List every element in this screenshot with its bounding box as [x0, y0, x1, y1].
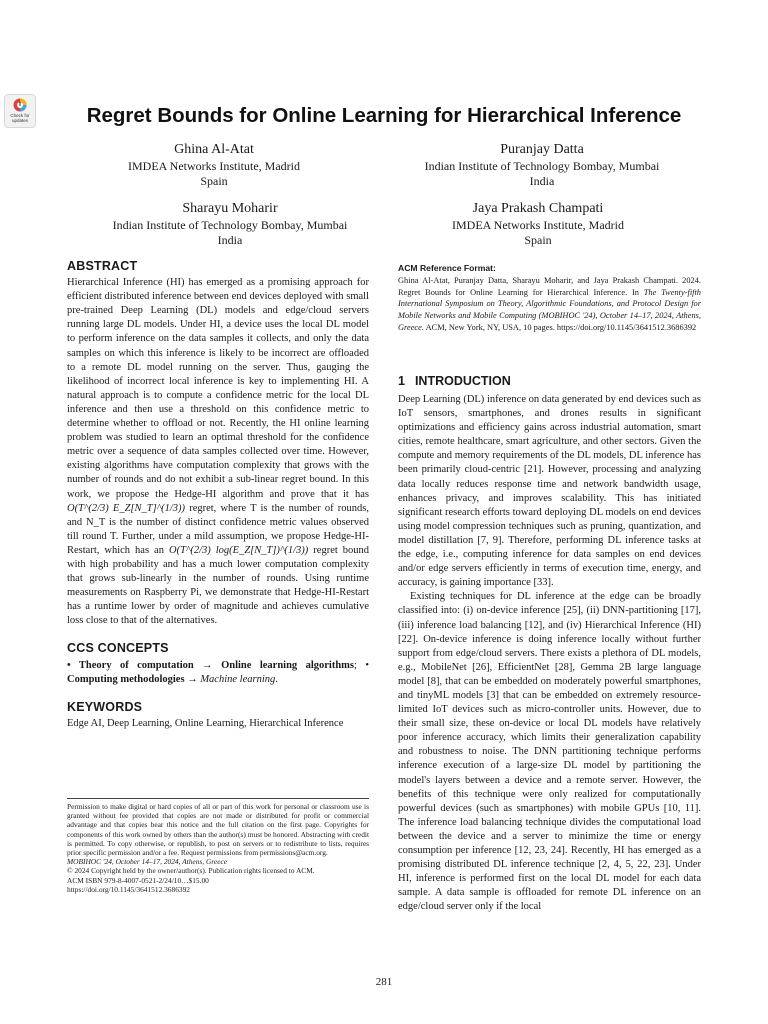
introduction-heading: [398, 374, 511, 388]
author-block-4: [408, 200, 668, 248]
abstract-heading: ABSTRACT: [67, 259, 138, 273]
author-country: India: [217, 233, 243, 247]
abstract-text: [67, 276, 369, 628]
crossmark-icon: [13, 98, 27, 112]
keywords-text: Edge AI, Deep Learning, Online Learning, Hierarchical Inference: [67, 717, 344, 729]
ccs-computing: Computing methodologies: [67, 673, 185, 685]
abstract-part-1: Hierarchical Inference (HI) has emerged as a promising approach for efficient distributed inference between end devices deployed with small pre-trained Deep Learning (DL) models and edge/cloud servers running large DL models. Under HI, a device uses the local DL model to perform inference on the data samples it collects, and only the data samples on which this inference is likely to be incorrect are offloaded to a remote DL model running on the server. Thus, gauging the likelihood of incorrect local inference is key to implementing HI. A natural approach is to compute a confidence metric for the local DL inference and then use a threshold on this confidence metric to determine whether to offload or not. Recently, the HI online learning problem was studied to learn an optimal threshold for the confidence metric over a sequence of data samples collected over time. However, existing algorithms have computation complexity that grows with the number of rounds and do not exhibit a sub-linear regret bound. In this work, we propose the Hedge-HI algorithm and prove that it has: [67, 277, 369, 500]
regret-formula-1: O(T^(2/3) E_Z[N_T]^(1/3)): [67, 502, 186, 514]
keywords-heading: KEYWORDS: [67, 699, 143, 714]
acm-reference-heading: ACM Reference Format:: [398, 263, 496, 273]
regret-formula-2: O(T^(2/3) log(E_Z[N_T])^(1/3)): [168, 544, 309, 556]
badge-label: Check for updates: [10, 113, 30, 123]
intro-paragraph-1: Deep Learning (DL) inference on data generated by end devices such as IoT sensors, smartphones, and drones results in significant optimizations and efficiency gains across industrial automation, smart cities, remote healthcare, smart agriculture, and other sectors. Given the compute and memory requirements of the DL models, DL inference has been primarily cloud-centric [21]. However, processing and analyzing data locally reduces response time and network bandwidth usage, enhances privacy, and improves scalability. This has initiated significant research efforts toward deploying DL models on end devices using model compression techniques such as pruning, quantization, and model distillation [7, 9]. Therefore, performing DL inference tasks at the edge, i.e., computing inference for data samples on end devices and/or edge servers efficiently in terms of execution time, energy, and accuracy, is gaining importance [33].: [398, 394, 701, 589]
paper-title: Regret Bounds for Online Learning for Hierarchical Inference: [86, 104, 682, 127]
author-name: Puranjay Datta: [500, 142, 584, 157]
author-country: Spain: [524, 233, 552, 247]
doi-link[interactable]: https://doi.org/10.1145/3641512.3686392: [67, 884, 190, 894]
author-block-1: [84, 141, 344, 189]
section-title: INTRODUCTION: [414, 374, 511, 388]
author-country: Spain: [200, 174, 228, 188]
author-affiliation: IMDEA Networks Institute, Madrid: [128, 159, 300, 173]
left-column: [67, 259, 369, 731]
ccs-online-learning: Online learning algorithms: [221, 659, 354, 671]
copyright-line: © 2024 Copyright held by the owner/author(s). Publication rights licensed to ACM.: [67, 866, 315, 876]
abstract-part-3: regret bound with high probability and has a much lower computation complexity that grows sub-linearly in the number of rounds. Using runtime measurements on Raspberry Pi, we demonstrate that Hedge-HI-Restart has a runtime lower by order of magnitude and achieves cumulative loss close to that of the alternatives.: [67, 544, 370, 627]
acm-reference-doi[interactable]: ACM, New York, NY, USA, 10 pages. https://doi.org/10.1145/3641512.3686392: [423, 322, 697, 332]
acm-reference-venue: The Twenty-fifth International Symposium on Theory, Algorithmic Foundations, and Protocol Design for Mobile Networks and Mobile Computing (MOBIHOC '24), October 14–17, 2024, Athens, Greece.: [398, 287, 701, 332]
arrow-icon: →: [202, 659, 213, 671]
author-name: Sharayu Moharir: [182, 201, 278, 216]
author-country: India: [529, 174, 555, 188]
check-for-updates-badge[interactable]: [4, 94, 36, 128]
abstract-part-2: regret, where T is the number of rounds, and N_T is the number of distinct confidence metric values observed till round T. Further, under a mild assumption, we propose Hedge-HI-Restart, which has an: [67, 502, 369, 556]
right-column: [398, 393, 701, 914]
author-affiliation: Indian Institute of Technology Bombay, Mumbai: [424, 159, 660, 173]
author-affiliation: Indian Institute of Technology Bombay, Mumbai: [112, 218, 348, 232]
isbn-line: ACM ISBN 979-8-4007-0521-2/24/10…$15.00: [67, 875, 209, 885]
ccs-period: .: [275, 673, 278, 685]
copyright-footnote: [67, 798, 369, 894]
acm-reference-format: [398, 263, 701, 334]
acm-reference-authors: Ghina Al-Atat, Puranjay Datta, Sharayu Moharir, and Jaya Prakash Champati. 2024. Regret Bounds for Online Learning for Hierarchical Inference. In: [398, 275, 701, 297]
author-name: Jaya Prakash Champati: [472, 201, 604, 216]
ccs-theory: • Theory of computation: [67, 659, 194, 671]
intro-paragraph-2: Existing techniques for DL inference at the edge can be broadly classified into: (i) on-device inference [25], (ii) DNN-partitioning [17], (iii) inference load balancing [12], and (iv) Hierarchical Inference (HI) [22]. On-device inference is doing inference locally without further support from edge/cloud servers. There exists a plethora of DL models, e.g., MobileNet [26], EfficientNet [28], Gemma 2B large language model [8], that can be embedded on moderately powerful smartphones, and tinyML models [3] that can be embedded on extremely resource-limited IoT devices such as micro-controller units. However, due to their small size, these on-device or local DL models have relatively poor inference accuracy, which limits their generalization capability and robustness to noise. The DNN partitioning technique performs inference execution of a large-size DL model by partitioning the model's layers between a device and a remote server. However, the benefits of this technique were only realized for computationally powerful devices (such as smartphones) with mobile GPUs [10, 11]. The inference load balancing technique divides the computational load between the device and a server to minimize the time or energy consumption per inference [12, 23, 24]. Recently, HI has emerged as a promising distributed DL inference technique [2, 4, 5, 22, 23]. Under HI, inference is performed first on the local DL model for each data sample. A data sample is offloaded for remote DL inference on an edge/cloud server only if the local: [398, 591, 701, 913]
section-number: 1: [398, 374, 405, 388]
author-block-2: [392, 141, 692, 189]
arrow-icon: →: [187, 673, 198, 685]
permission-notice: Permission to make digital or hard copies of all or part of this work for personal or classroom use is granted without fee provided that copies are not made or distributed for profit or commercial advantage and that copies bear this notice and the full citation on the first page. Copyrights for components of this work owned by others than the author(s) must be honored. Abstracting with credit is permitted. To copy otherwise, or republish, to post on servers or to redistribute to lists, requires prior specific permission and/or a fee. Request permissions from permissions@acm.org.: [67, 802, 369, 858]
ccs-concepts: [67, 659, 369, 687]
page-number: 281: [375, 976, 393, 988]
author-name: Ghina Al-Atat: [174, 142, 254, 157]
ccs-heading: CCS CONCEPTS: [67, 641, 169, 656]
ccs-separator: ; •: [354, 659, 370, 671]
acm-reference-text: [398, 275, 701, 334]
venue-line: MOBIHOC '24, October 14–17, 2024, Athens, Greece: [67, 857, 228, 867]
author-block-3: [80, 200, 380, 248]
ccs-machine-learning: Machine learning: [200, 673, 276, 685]
author-affiliation: IMDEA Networks Institute, Madrid: [452, 218, 624, 232]
